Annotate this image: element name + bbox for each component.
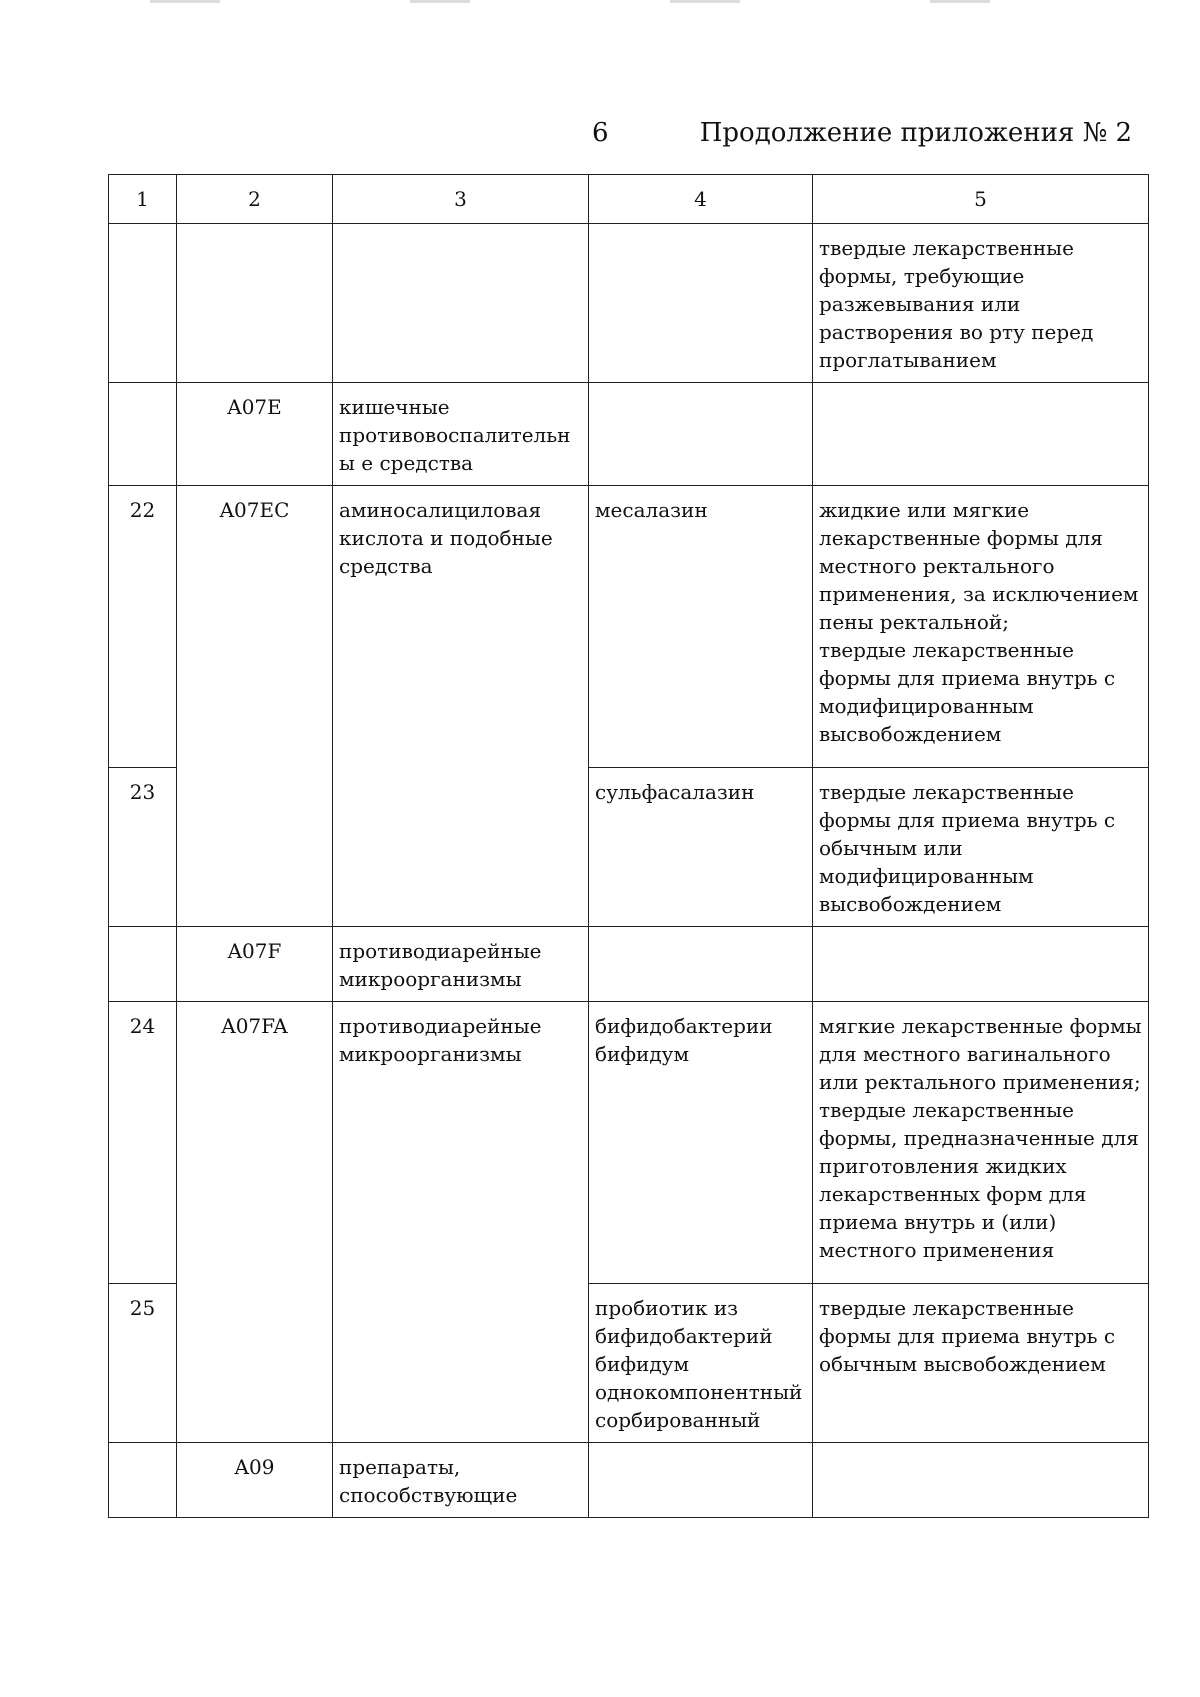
drug-name [589, 927, 813, 1002]
row-number: 23 [109, 768, 177, 927]
atc-code: A07EC [177, 486, 333, 927]
scan-artifact [410, 0, 470, 3]
header-row [109, 175, 1149, 224]
atc-code: A07E [177, 383, 333, 486]
column-header: 2 [177, 175, 333, 224]
column-header: 5 [813, 175, 1149, 224]
table-row [109, 486, 1149, 768]
dosage-forms: твердые лекарственные формы, требующие разжевывания или растворения во рту перед проглатыванием [813, 224, 1149, 383]
row-number [109, 927, 177, 1002]
row-number [109, 1443, 177, 1518]
drug-name: сульфасалазин [589, 768, 813, 927]
row-number [109, 383, 177, 486]
dosage-forms: мягкие лекарственные формы для местного вагинального или ректального применения; твердые лекарственные формы, предназначенные для приготовления жидких лекарственных форм для приема внутрь и (или) местного применения [813, 1002, 1149, 1284]
table-row [109, 927, 1149, 1002]
drug-name [589, 1443, 813, 1518]
drug-name: месалазин [589, 486, 813, 768]
atc-code: A07FA [177, 1002, 333, 1443]
column-header: 3 [333, 175, 589, 224]
column-header: 1 [109, 175, 177, 224]
group-name: аминосалициловая кислота и подобные средства [333, 486, 589, 927]
row-number: 25 [109, 1284, 177, 1443]
scan-artifact [150, 0, 220, 3]
group-name: кишечные противовоспалительны е средства [333, 383, 589, 486]
dosage-forms: твердые лекарственные формы для приема внутрь с обычным или модифицированным высвобождением [813, 768, 1149, 927]
drug-name: пробиотик из бифидобактерий бифидум однокомпонентный сорбированный [589, 1284, 813, 1443]
atc-code [177, 224, 333, 383]
dosage-forms [813, 927, 1149, 1002]
continuation-title: Продолжение приложения № 2 [699, 118, 1132, 148]
atc-code: A09 [177, 1443, 333, 1518]
group-name: препараты, способствующие [333, 1443, 589, 1518]
table-row [109, 383, 1149, 486]
dosage-forms [813, 383, 1149, 486]
row-number [109, 224, 177, 383]
row-number: 22 [109, 486, 177, 768]
scan-artifact [670, 0, 740, 3]
table-row [109, 224, 1149, 383]
group-name [333, 224, 589, 383]
table-row [109, 1002, 1149, 1284]
drug-name [589, 224, 813, 383]
group-name: противодиарейные микроорганизмы [333, 927, 589, 1002]
drug-name [589, 383, 813, 486]
table-row [109, 1443, 1149, 1518]
row-number: 24 [109, 1002, 177, 1284]
page-number: 6 [592, 118, 609, 148]
atc-code: A07F [177, 927, 333, 1002]
column-header: 4 [589, 175, 813, 224]
dosage-forms [813, 1443, 1149, 1518]
drug-table [108, 174, 1149, 1518]
drug-name: бифидобактерии бифидум [589, 1002, 813, 1284]
group-name: противодиарейные микроорганизмы [333, 1002, 589, 1443]
scan-artifact [930, 0, 990, 3]
dosage-forms: жидкие или мягкие лекарственные формы для местного ректального применения, за исключением пены ректальной; твердые лекарственные формы для приема внутрь с модифицированным высвобождением [813, 486, 1149, 768]
dosage-forms: твердые лекарственные формы для приема внутрь с обычным высвобождением [813, 1284, 1149, 1443]
